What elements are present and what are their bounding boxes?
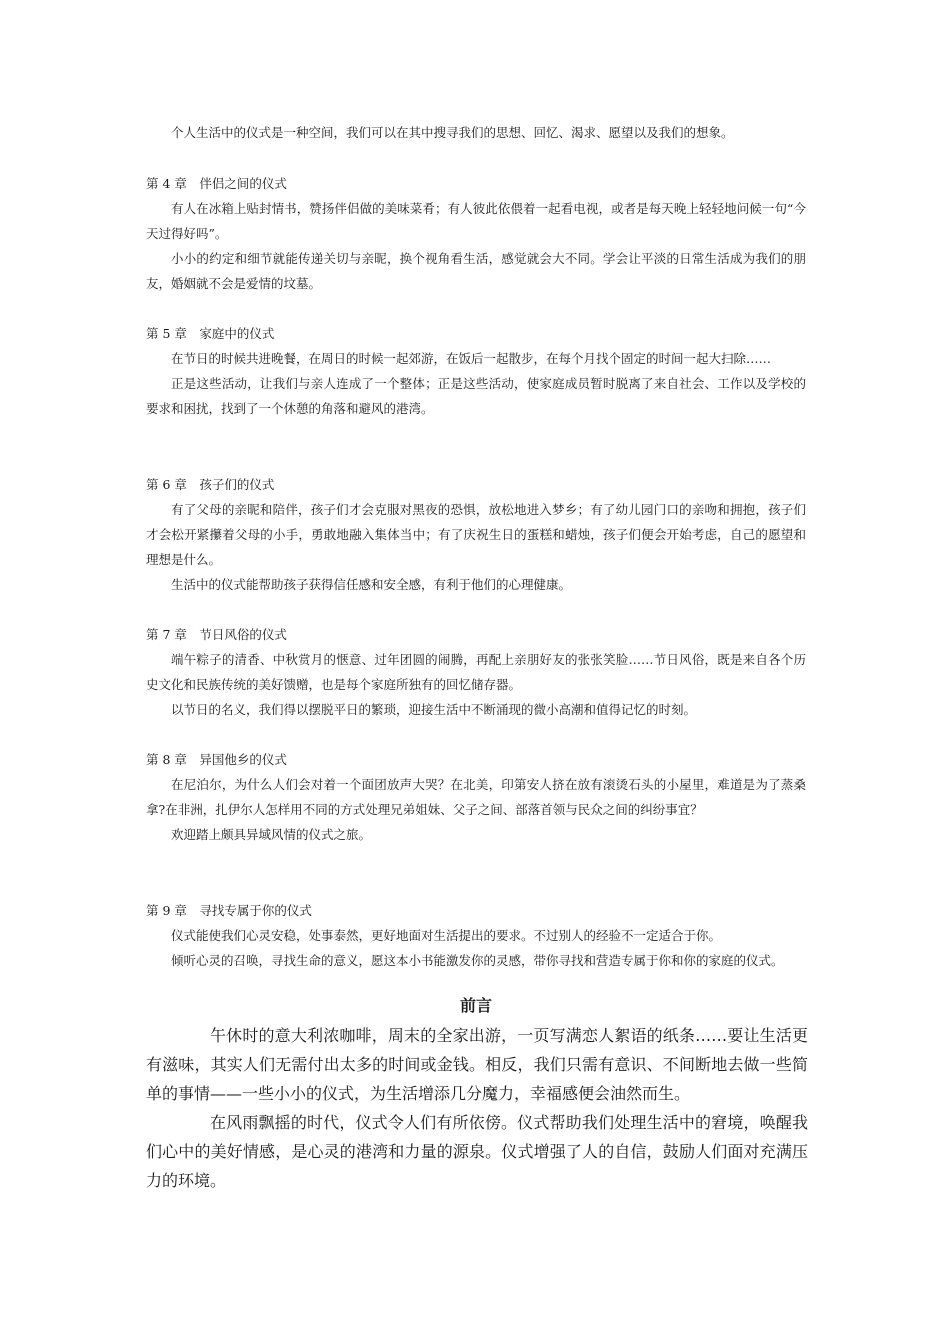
chapter-paragraph: 小小的约定和细节就能传递关切与亲昵，换个视角看生活，感觉就会大不同。学会让平淡的日常生活成为我们的朋友，婚姻就不会是爱情的坟墓。	[146, 251, 806, 291]
chapter-paragraph: 倾听心灵的召唤，寻找生命的意义，愿这本小书能激发你的灵感，带你寻找和营造专属于你和你的家庭的仪式。	[171, 953, 784, 968]
chapter-9-section	[146, 898, 806, 973]
chapter-7-section	[146, 622, 806, 722]
intro-paragraph: 个人生活中的仪式是一种空间，我们可以在其中搜寻我们的思想、回忆、渴求、愿望以及我们的想象。	[171, 125, 734, 140]
chapter-paragraph: 仪式能使我们心灵安稳，处事泰然，更好地面对生活提出的要求。不过别人的经验不一定适合于你。	[171, 928, 722, 943]
chapter-heading: 第 5 章 家庭中的仪式	[146, 326, 275, 341]
chapter-paragraph: 有了父母的亲昵和陪伴，孩子们才会克服对黑夜的恐惧，放松地进入梦乡；有了幼儿园门口的亲吻和拥抱，孩子们才会松开紧攥着父母的小手，勇敢地融入集体当中；有了庆祝生日的蛋糕和蜡烛，孩子们便会开始考虑，自己的愿望和理想是什么。	[146, 502, 806, 567]
chapter-paragraph: 在尼泊尔，为什么人们会对着一个面团放声大哭？在北美，印第安人挤在放有滚烫石头的小屋里，难道是为了蒸桑拿?在非洲，扎伊尔人怎样用不同的方式处理兄弟姐妹、父子之间、部落首领与民众之间的纠纷事宜？	[146, 777, 806, 817]
chapter-heading: 第 8 章 异国他乡的仪式	[146, 752, 287, 767]
chapter-heading: 第 9 章 寻找专属于你的仪式	[146, 903, 312, 918]
preface-paragraph: 午休时的意大利浓咖啡，周末的全家出游，一页写满恋人絮语的纸条……要让生活更有滋味，其实人们无需付出太多的时间或金钱。相反，我们只需有意识、不间断地去做一些简单的事情——一些小小的仪式，为生活增添几分魔力，幸福感便会油然而生。	[146, 1026, 808, 1103]
chapter-5-section	[146, 321, 806, 421]
chapter-paragraph: 在节日的时候共进晚餐，在周日的时候一起郊游，在饭后一起散步，在每个月找个固定的时间一起大扫除……	[171, 351, 772, 366]
chapter-4-section	[146, 171, 806, 296]
chapter-8-section	[146, 747, 806, 847]
preface-section	[146, 1021, 808, 1195]
chapter-paragraph: 欢迎踏上颇具异域风情的仪式之旅。	[171, 827, 372, 842]
preface-paragraph: 在风雨飘摇的时代，仪式令人们有所依傍。仪式帮助我们处理生活中的窘境，唤醒我们心中的美好情感，是心灵的港湾和力量的源泉。仪式增强了人的自信，鼓励人们面对充满压力的环境。	[146, 1113, 808, 1190]
chapter-paragraph: 端午粽子的清香、中秋赏月的惬意、过年团圆的闹腾，再配上亲朋好友的张张笑脸……节日风俗，既是来自各个历史文化和民族传统的美好馈赠，也是每个家庭所独有的回忆储存器。	[146, 652, 806, 692]
chapter-paragraph: 生活中的仪式能帮助孩子获得信任感和安全感，有利于他们的心理健康。	[171, 577, 572, 592]
chapter-heading: 第 4 章 伴侣之间的仪式	[146, 176, 287, 191]
chapter-6-section	[146, 472, 806, 597]
chapter-heading: 第 7 章 节日风俗的仪式	[146, 627, 287, 642]
chapter-paragraph: 正是这些活动，让我们与亲人连成了一个整体；正是这些活动，使家庭成员暂时脱离了来自社会、工作以及学校的要求和困扰，找到了一个休憩的角落和避风的港湾。	[146, 376, 806, 416]
preface-title: 前言	[459, 996, 492, 1015]
chapter-heading: 第 6 章 孩子们的仪式	[146, 477, 275, 492]
chapter-paragraph: 以节日的名义，我们得以摆脱平日的繁琐，迎接生活中不断涌现的微小高潮和值得记忆的时刻。	[171, 702, 697, 717]
chapter-paragraph: 有人在冰箱上贴封情书，赞扬伴侣做的美味菜肴；有人彼此依偎着一起看电视，或者是每天晚上轻轻地问候一句“今天过得好吗”。	[146, 201, 806, 241]
